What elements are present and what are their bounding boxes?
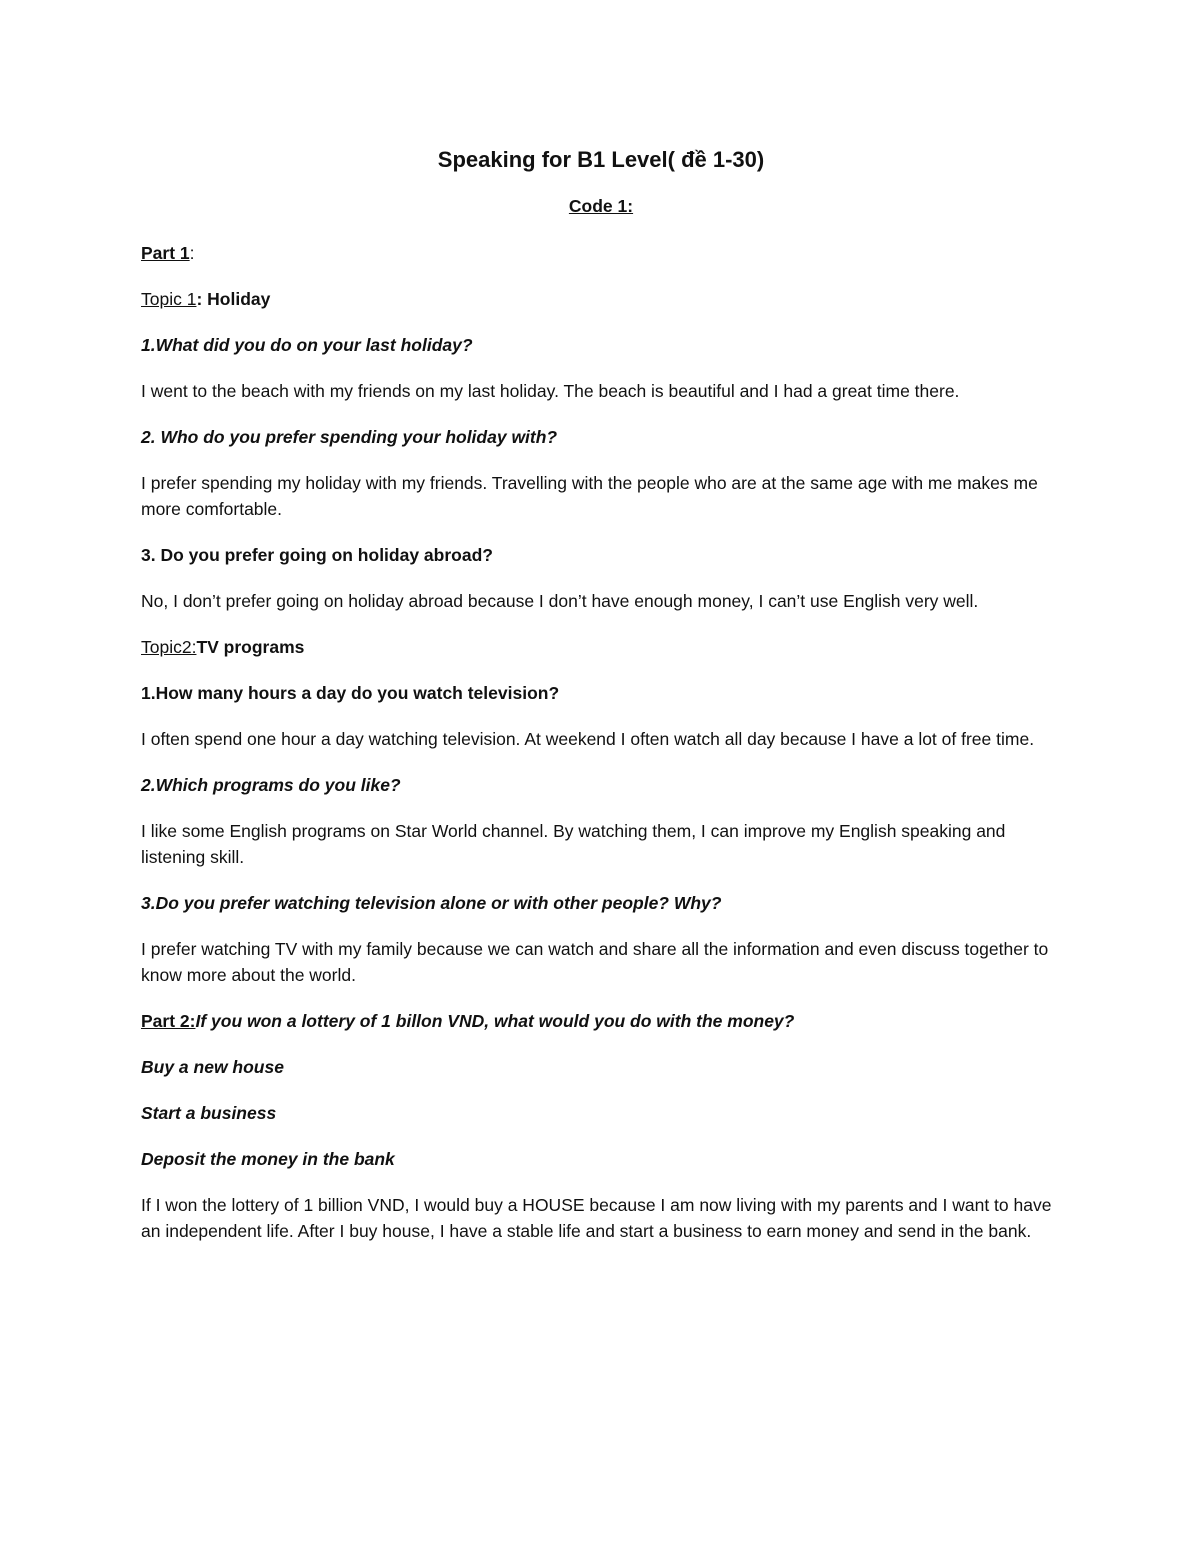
- document-page: [141, 140, 1061, 1244]
- part1-colon: :: [189, 243, 195, 263]
- topic1-question-2: 2. Who do you prefer spending your holiday with?: [141, 427, 558, 447]
- part2-option-2: Start a business: [141, 1103, 277, 1123]
- topic2-answer-2: I like some English programs on Star World channel. By watching them, I can improve my English speaking and listening skill.: [141, 821, 1006, 867]
- topic2-question-3: 3.Do you prefer watching television alone or with other people? Why?: [141, 893, 722, 913]
- part2-heading: [141, 1008, 1061, 1034]
- topic1-answer-2: I prefer spending my holiday with my friends. Travelling with the people who are at the same age with me makes me more comfortable.: [141, 473, 1038, 519]
- topic1-question-3: 3. Do you prefer going on holiday abroad?: [141, 545, 493, 565]
- topic2-question-1: 1.How many hours a day do you watch television?: [141, 683, 560, 703]
- part1-label: Part 1: [141, 243, 190, 263]
- topic2-answer-1: I often spend one hour a day watching television. At weekend I often watch all day because I have a lot of free time.: [141, 729, 1035, 749]
- topic1-answer-3: No, I don’t prefer going on holiday abroad because I don’t have enough money, I can’t use English very well.: [141, 591, 979, 611]
- part2-question: If you won a lottery of 1 billon VND, what would you do with the money?: [195, 1011, 795, 1031]
- part2-option-1: Buy a new house: [141, 1057, 284, 1077]
- part2-answer: If I won the lottery of 1 billion VND, I would buy a HOUSE because I am now living with my parents and I want to have an independent life. After I buy house, I have a stable life and start a business to earn money and send in the bank.: [141, 1195, 1052, 1241]
- topic2-heading: [141, 634, 1061, 660]
- part2-option-3: Deposit the money in the bank: [141, 1149, 395, 1169]
- document-title: Speaking for B1 Level( đề 1-30): [437, 147, 765, 172]
- topic1-question-1: 1.What did you do on your last holiday?: [141, 335, 473, 355]
- topic1-label: Topic 1: [141, 289, 197, 309]
- code-heading: Code 1:: [568, 196, 634, 216]
- topic2-name: TV programs: [196, 637, 305, 657]
- topic1-name: : Holiday: [196, 289, 271, 309]
- topic2-label: Topic2:: [141, 637, 197, 657]
- topic2-answer-3: I prefer watching TV with my family because we can watch and share all the information and even discuss together to know more about the world.: [141, 939, 1049, 985]
- part1-heading: [141, 240, 1061, 266]
- topic1-answer-1: I went to the beach with my friends on my last holiday. The beach is beautiful and I had a great time there.: [141, 381, 960, 401]
- topic1-heading: [141, 286, 1061, 312]
- topic2-question-2: 2.Which programs do you like?: [141, 775, 401, 795]
- part2-label: Part 2:: [141, 1011, 196, 1031]
